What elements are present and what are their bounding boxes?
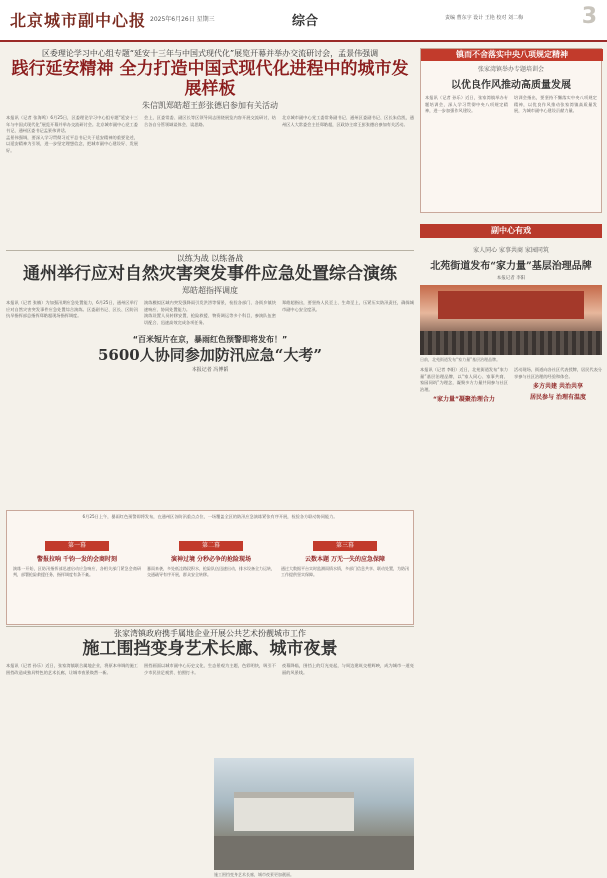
sidebar-title: 以优良作风推动高质量发展: [451, 80, 571, 91]
story-lead: [6, 48, 414, 248]
panel-tag: 第三幕: [313, 541, 377, 551]
paragraph: 会上，区委常委、副区长等区领导同志围绕展览内容开展交流研讨，结合各自分管领域谈体会、谈思路。: [144, 115, 276, 127]
banner-intro: 6月25日上午，暴雨红色预警即将发布，在通州区各防汛重点点位，一场覆盖全区的防汛应急演练紧张有序开展，检验各方联动协同能力。: [82, 514, 338, 519]
paragraph: 本报讯（记者 李阳）近日，北苑街道发布“家力量”基层治理品牌，以“家人同心、家事共商、家园同筑”为理念，凝聚多方力量共同参与社区治理。: [420, 367, 508, 392]
text-column: [282, 115, 414, 155]
story-body: [6, 663, 414, 676]
photo-caption: 施工围挡变身艺术长廊，城市夜景更加靓丽。: [214, 872, 294, 877]
panel-body: 暴雨来袭，多处低洼路段积水，抢险队伍迅速出动，排水设备全力运转，交通疏导有序开展，群众安全转移。: [147, 566, 275, 577]
story-body: [6, 300, 414, 326]
road-shape: [214, 836, 414, 870]
text-column: [144, 663, 276, 676]
section-banner: 副中心有戏: [420, 224, 602, 238]
divider: [6, 626, 414, 627]
stage-shape: [438, 291, 584, 319]
text-column: [144, 300, 276, 326]
date-line: 2025年6月26日 星期三: [150, 16, 215, 23]
paragraph: 本报讯（记者 孙乐）近日，张家湾镇举办专题培训会，深入学习贯彻中央八项规定精神，进一步加强作风建设。: [425, 95, 508, 114]
paragraph: 孟景伟强调，要深入学习贯彻习近平总书记关于延安精神的重要论述，以延安精神为引领，进一步坚定理想信念，把城市副中心建设好、发展好。: [6, 134, 138, 153]
panel-tag: 第二幕: [179, 541, 243, 551]
story-body: [6, 115, 414, 155]
text-column: [6, 300, 138, 326]
story-kicker: 家人同心 家事共商 家园同筑: [473, 247, 549, 254]
paragraph: 培训会指出，要坚持不懈落实中央八项规定精神，以优良作风推动张家湾镇高质量发展，为城市副中心建设贡献力量。: [514, 95, 597, 114]
sidebar-sub: 张家湾镇举办专题培训会: [477, 66, 544, 73]
building-shape: [234, 792, 354, 831]
section-subhead: 居民参与 治理有温度: [529, 393, 587, 401]
banner-byline: 本报记者 冯博韬: [191, 367, 229, 374]
panel-act-3: [281, 541, 409, 623]
story-headline: 北苑街道发布“家力量”基层治理品牌: [430, 261, 592, 272]
story-kicker: 张家湾镇政府携手属地企业开展公共艺术扮靓城市工作: [114, 629, 306, 638]
text-column: [420, 367, 508, 404]
section-subhead: “家力量”凝聚治理合力: [433, 396, 495, 404]
panel-act-1: [13, 541, 141, 623]
sidebar-box-conduct: [420, 48, 602, 213]
masthead: [0, 0, 607, 42]
sidebar-story: [420, 242, 602, 404]
story-art-wall: [6, 628, 414, 878]
audience-shape: [420, 331, 602, 356]
drill-panels: [6, 510, 414, 625]
paragraph: 本报讯（记者 张楠）为加强汛期应急处置能力，6月25日，通州区举行应对自然灾害突发事件应急处置综合演练。区委副书记、区长、区防汛抗旱指挥部总指挥郑皓超现场指挥调度。: [6, 300, 138, 319]
story-subhead: 朱信凯郑皓超王彭张德启参加有关活动: [142, 101, 278, 110]
paragraph: 活动现场，街道向各社区代表授牌，居民代表分享参与社区治理的经验和体会。: [514, 367, 602, 379]
story-drill: [6, 253, 414, 508]
text-column: [425, 95, 508, 115]
panel-title: 云数本题 万无一失的应急保障: [304, 556, 386, 563]
text-column: [514, 367, 602, 404]
panel-body: 通过大数据平台实时监测雨情水情，多部门信息共享、联动处置，为防汛工作提供坚实保障。: [281, 566, 409, 577]
art-wall-photo: [214, 758, 414, 870]
paragraph: 夜幕降临，围挡上的灯光亮起，与周边建筑交相辉映，成为城市一道亮丽的风景线。: [282, 663, 414, 675]
paragraph: 郑皓超指出，要坚持人民至上、生命至上，压紧压实防汛责任，确保城市副中心安全度汛。: [282, 300, 414, 312]
text-column: [282, 663, 414, 676]
section-subhead: 多方共建 共治共享: [532, 383, 584, 391]
panel-act-2: [147, 541, 275, 623]
text-column: [282, 300, 414, 326]
page-number: 3: [581, 4, 597, 29]
story-kicker: 区委理论学习中心组专题“延安十三年与中国式现代化”展览开幕并举办交流研讨会，孟景伟强调: [41, 49, 379, 58]
paragraph: 本报讯（记者 张海鸣）6月25日，区委理论学习中心组专题“延安十三年与中国式现代化”展览开幕并举办交流研讨会。北京城市副中心党工委书记、通州区委书记孟景伟讲话。: [6, 115, 138, 134]
paragraph: 演练设置人员转移安置、抢险救援、物资调运等多个科目，参演队伍密切配合、迅速高效完成各项任务。: [144, 313, 276, 325]
story-subhead: 郑皓超指挥调度: [182, 286, 238, 295]
text-column: [144, 115, 276, 155]
story-headline: 通州举行应对自然灾害突发事件应急处置综合演练: [23, 264, 397, 284]
story-byline: 本报记者 李阳: [496, 276, 526, 281]
paragraph: 围挡画面以城市副中心历史文化、生态景观为主题，色彩明快，吸引不少市民驻足观赏、拍照打卡。: [144, 663, 276, 675]
panel-tag: 第一幕: [45, 541, 109, 551]
story-body: [420, 367, 602, 404]
panel-title: 演神过境 分秒必争的抢险现场: [170, 556, 252, 563]
paragraph: 演练模拟区域内突发强降雨引发洪涝等情景，检验各部门、各街乡镇快速响应、协同处置能力。: [144, 300, 276, 312]
banner-heading: [6, 334, 414, 373]
story-headline: 施工围挡变身艺术长廊、城市夜景: [82, 639, 338, 659]
text-column: [6, 115, 138, 155]
text-column: [6, 663, 138, 676]
sidebar-header: 镇而不舍落实中央八项规定精神: [421, 49, 603, 61]
sidebar-body: [421, 95, 601, 115]
story-headline: 践行延安精神 全力打造中国式现代化进程中的城市发展样板: [11, 59, 409, 99]
paper-name: 北京城市副中心报: [10, 11, 147, 30]
divider: [6, 250, 414, 251]
panel-title: 警报拉响 千钧一发的会商时刻: [36, 556, 118, 563]
banner-kicker: “百米短片在京，暴雨红色预警即将发布！”: [132, 335, 288, 345]
paragraph: 北京城市副中心党工委常务副书记、通州区委副书记、区长朱信凯，通州区人大常委会主任郑皓超，区政协主席王彭张德启参加有关活动。: [282, 115, 414, 127]
section-name: 综合: [292, 14, 319, 29]
photo-caption: 日前，北苑街道发布“家力量”基层治理品牌。: [420, 357, 501, 362]
editor-line: 责编 曹东宇 设计 王艳 校对 刘二梅: [445, 15, 523, 21]
text-column: [514, 95, 597, 115]
banner-headline: 5600人协同参加防汛应急“大考”: [97, 346, 322, 365]
story-kicker: 以练为战 以练备战: [176, 254, 244, 263]
panel-body: 演练一开始，区防汛指挥部迅速启动应急响应，各相关部门紧急会商研判，部署抢险救援任务，指挥调度有条不紊。: [13, 566, 141, 577]
paragraph: 本报讯（记者 孙乐）近日，张家湾镇联合属地企业，将原本单调的施工围挡改造成独具特色的艺术长廊，让城市夜景焕然一新。: [6, 663, 138, 675]
event-photo: [420, 285, 602, 355]
